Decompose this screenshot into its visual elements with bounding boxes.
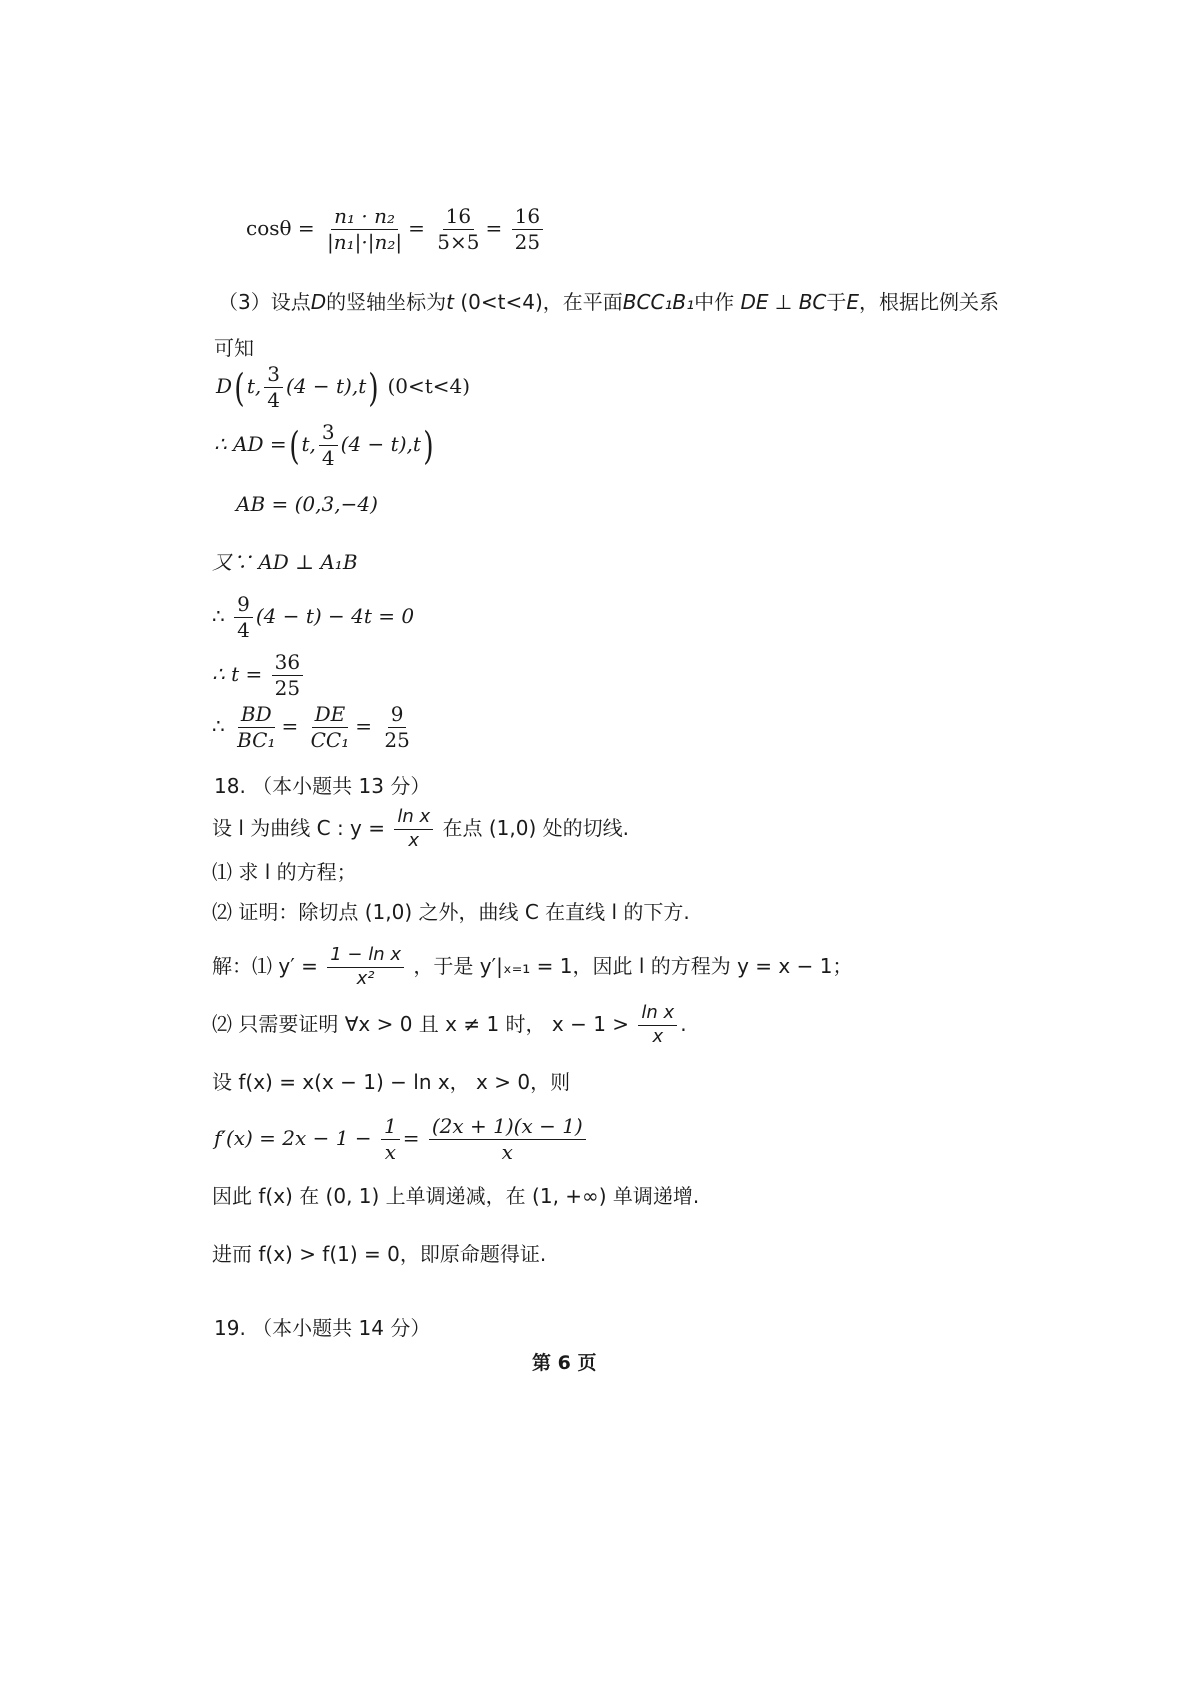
- part3-intro: [218, 292, 999, 312]
- d-t: t,: [246, 374, 262, 398]
- d-post: (4 − t),t: [286, 374, 367, 398]
- q18-conclusion: 进而 f(x) > f(1) = 0，即原命题得证.: [212, 1242, 547, 1266]
- q18-heading: 18. （本小题共 13 分）: [214, 774, 431, 798]
- ad-frac-den: 4: [321, 446, 335, 470]
- perp-condition: 又∵ AD ⊥ A₁B: [212, 550, 358, 574]
- cos-frac2-num: 16: [443, 206, 474, 230]
- q18-part2: ⑵ 证明：除切点 (1,0) 之外，曲线 C 在直线 l 的下方.: [212, 900, 690, 924]
- right-paren: ): [368, 365, 379, 410]
- t-frac: [272, 652, 303, 699]
- t-value-line: [212, 652, 306, 699]
- t-lhs: ∴ t =: [212, 662, 263, 686]
- ad-frac: [319, 422, 338, 469]
- eq-frac-den: 4: [237, 618, 250, 642]
- part3-text-c: ，在平面: [542, 290, 623, 314]
- part3-perp: DE ⊥ BC: [740, 290, 827, 314]
- sol2-num: ln x: [638, 1004, 677, 1026]
- ad-label: ∴ AD =: [214, 432, 287, 456]
- fp-frac-2: [429, 1116, 586, 1163]
- sol2-frac: [638, 1004, 677, 1047]
- fp-num2: (2x + 1)(x − 1): [429, 1116, 586, 1140]
- q18-f-definition: 设 f(x) = x(x − 1) − ln x， x > 0，则: [212, 1070, 571, 1094]
- point-d-coordinate: [216, 364, 470, 411]
- part3-text-d: 中作: [694, 290, 735, 314]
- d-frac-den: 4: [267, 388, 281, 412]
- ad-t: t,: [301, 432, 316, 456]
- q19-heading: 19. （本小题共 14 分）: [214, 1316, 431, 1340]
- fp-eq: =: [402, 1126, 420, 1150]
- sol2-a: ⑵ 只需要证明 ∀x > 0 且 x ≠ 1 时， x − 1 >: [212, 1011, 630, 1036]
- q18-stem-den: x: [408, 829, 420, 851]
- part3-plane: BCC₁B₁: [622, 290, 695, 314]
- q18-stem: [212, 808, 629, 851]
- d-label: D: [216, 374, 233, 398]
- q18-stem-frac: [394, 808, 433, 851]
- cos-frac3-num: 16: [512, 206, 543, 230]
- part3-point-e: E: [846, 290, 860, 314]
- part3-text-b: 的竖轴坐标为: [326, 290, 447, 314]
- d-frac: [264, 364, 283, 411]
- sol1-frac: [327, 946, 404, 989]
- cos-frac-1: [324, 206, 405, 253]
- ratio-line: ∴ $\frac{BD}{\text{BC₁}}$ = $\frac{DE}{\text{CC₁}}$ = $\frac{9}{25}$: [212, 704, 416, 751]
- therefore-sign: ∴: [212, 714, 225, 738]
- cos-lhs: cosθ =: [246, 216, 315, 240]
- ratio-d3: 25: [384, 728, 410, 752]
- fp-frac-1: [381, 1116, 400, 1163]
- ratio-frac-1: [234, 704, 278, 751]
- t-frac-den: 25: [274, 676, 301, 700]
- cos-theta-formula: cosθ = $\frac{\text{n₁ · n₂}}{\text{|n₁|·|n₂|}}$ = $\frac{16}{5\times 5}$ = $\frac{16}{25}$: [246, 206, 546, 253]
- part3-range: (0<t<4): [460, 290, 543, 314]
- d-frac-num: 3: [264, 364, 283, 388]
- eq-post: (4 − t) − 4t = 0: [255, 604, 415, 628]
- sol2-den: x: [652, 1025, 664, 1047]
- q18-solution-1: [212, 946, 852, 989]
- q18-stem-num: ln x: [394, 808, 433, 830]
- d-range: (0<t<4): [387, 374, 471, 398]
- cos-frac2-den: 5×5: [437, 230, 480, 254]
- vector-ad: [214, 422, 436, 469]
- fp-den1: x: [384, 1140, 396, 1164]
- fp-den2: x: [501, 1140, 513, 1164]
- cos-frac-3: [512, 206, 543, 253]
- part3-var-t: t: [446, 290, 454, 314]
- cos-frac1-den: |n₁|·|n₂|: [327, 230, 403, 254]
- part3-point-d: D: [310, 290, 327, 314]
- ad-post: (4 − t),t: [340, 432, 421, 456]
- part3-text-e: 于: [826, 290, 847, 314]
- eq-frac: [234, 594, 253, 641]
- cos-frac1-num: n₁ · n₂: [331, 206, 398, 230]
- part3-text-a: （3）设点: [218, 290, 311, 314]
- equation-line: [212, 594, 414, 641]
- left-paren: (: [234, 365, 245, 410]
- q18-monotonicity: 因此 f(x) 在 (0, 1) 上单调递减，在 (1, +∞) 单调递增.: [212, 1184, 700, 1208]
- q18-derivative: [214, 1116, 589, 1163]
- cos-frac3-den: 25: [514, 230, 541, 254]
- sol1-den: x²: [356, 967, 375, 989]
- q18-stem-b: 在点 (1,0) 处的切线.: [442, 815, 629, 840]
- q18-solution-2: [212, 1004, 687, 1047]
- right-paren: ): [423, 423, 434, 468]
- therefore-sign: ∴: [212, 604, 225, 628]
- sol1-b: ，于是 y′|ₓ₌₁ = 1，因此 l 的方程为 y = x − 1；: [413, 953, 853, 978]
- ratio-frac-3: [381, 704, 412, 751]
- t-frac-num: 36: [272, 652, 303, 676]
- ratio-n1: BD: [238, 704, 275, 728]
- sol1-a: 解：⑴ y′ =: [212, 953, 318, 978]
- part3-intro-cont: 可知: [214, 336, 254, 360]
- ratio-n2: DE: [312, 704, 349, 728]
- cos-frac-2: [434, 206, 482, 253]
- sol2-b: .: [680, 1011, 687, 1036]
- page-number: 第 6 页: [532, 1352, 597, 1374]
- q18-stem-a: 设 l 为曲线 C : y =: [212, 815, 385, 840]
- eq-frac-num: 9: [234, 594, 253, 618]
- vector-ab: AB = (0,3,−4): [236, 492, 378, 516]
- fp-a: f′(x) = 2x − 1 −: [214, 1126, 372, 1150]
- q18-part1: ⑴ 求 l 的方程；: [212, 860, 357, 884]
- left-paren: (: [288, 423, 300, 468]
- ad-frac-num: 3: [319, 422, 338, 446]
- ratio-frac-2: [308, 704, 353, 751]
- sol1-num: 1 − ln x: [327, 946, 404, 968]
- ratio-d2: CC₁: [310, 728, 350, 752]
- part3-text-f: ，根据比例关系: [859, 290, 1000, 314]
- fp-num1: 1: [381, 1116, 400, 1140]
- ratio-n3: 9: [388, 704, 407, 728]
- ratio-d1: BC₁: [237, 728, 276, 752]
